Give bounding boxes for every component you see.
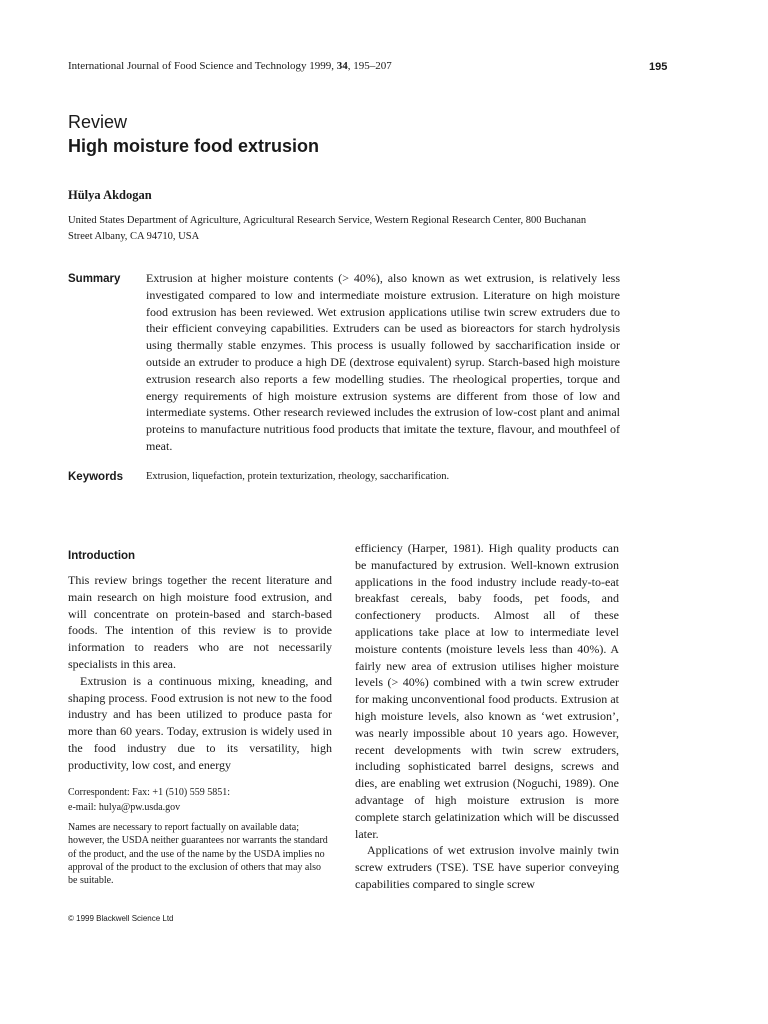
page-number: 195	[649, 61, 668, 73]
correspondence-note	[68, 786, 332, 815]
introduction-heading: Introduction	[68, 550, 136, 562]
correspondent-email: e-mail: hulya@pw.usda.gov	[68, 801, 181, 813]
keywords-text: Extrusion, liquefaction, protein texturization, rheology, saccharification.	[146, 471, 450, 482]
article-type: Review	[68, 112, 128, 132]
author-name: Hülya Akdogan	[68, 188, 152, 202]
author-affiliation: United States Department of Agriculture, Agricultural Research Service, Western Regional Research Center, 800 Buchanan Street Albany, CA 94710, USA	[68, 215, 587, 242]
correspondent-fax: Correspondent: Fax: +1 (510) 559 5851:	[68, 787, 231, 798]
summary-label: Summary	[68, 273, 121, 285]
right-column	[355, 540, 619, 893]
article-title: High moisture food extrusion	[68, 136, 320, 156]
summary-text: Extrusion at higher moisture contents (> 40%), also known as wet extrusion, is relatively less investigated compared to low and intermediate moisture extrusion. Literature on high moisture food extrusion has been reviewed. Wet extrusion applications utilise twin screw extruders due to their efficient conveying capabilities. Extruders can be used as bioreactors for starch hydrolysis using thermally stable enzymes. This process is usually followed by saccharification inside or outside an extruder to produce a high DE (dextrose equivalent) syrup. Starch-based high moisture extrusion research also reports a few modelling studies. The rheological properties, torque and energy requirements of high moisture extrusion systems are different from those of low and intermediate systems. Other research reviewed includes the extrusion of low-cost plant and animal proteins to manufacture nutritious food products that imitate the texture, flavour, and mouthfeel of meat.	[146, 271, 620, 453]
left-column	[68, 572, 332, 774]
journal-pages: , 195–207	[347, 60, 392, 72]
intro-paragraph-2: Extrusion is a continuous mixing, kneading, and shaping process. Food extrusion is not new to the food industry and has been utilized to produce pasta for more than 60 years. Today, extrusion is widely used in the food industry due to its versatility, high productivity, low cost, and energy	[68, 673, 332, 772]
intro-paragraph-3: efficiency (Harper, 1981). High quality products can be manufactured by extrusion. Well-known extrusion applications in the food industry include ready-to-eat breakfast cereals, baby foods, pet foods, and confectionery products. Almost all of these applications take place at low to intermediate level moisture contents (moisture levels less than 40%). A fairly new area of extrusion utilises higher moisture levels (> 40%) combined with a twin screw extruder for making unconventional food products. Extrusion at high moisture levels, also known as ‘wet extrusion’, was nearly impossible about 10 years ago. However, recent developments with twin screw extruders, including sophisticated barrel designs, screws and dies, are enabling wet extrusion (Noguchi, 1989). One advantage of high moisture extrusion is more complete starch gelatinization which will be discussed later.	[355, 541, 619, 841]
usda-disclaimer: Names are necessary to report factually on available data; however, the USDA neither guarantees nor warrants the standard of the product, and the use of the name by the USDA implies no approval of the product to the exclusion of others that may also be suitable.	[68, 822, 328, 887]
intro-paragraph-1: This review brings together the recent literature and main research on high moisture food extrusion, and will concentrate on protein-based and starch-based foods. The intention of this review is to provide information to readers who are not necessarily specialists in this area.	[68, 573, 332, 671]
journal-name: International Journal of Food Science and Technology 1999,	[68, 60, 337, 72]
journal-citation	[68, 60, 392, 72]
copyright-notice: © 1999 Blackwell Science Ltd	[68, 914, 174, 923]
keywords-label: Keywords	[68, 471, 123, 483]
journal-volume: 34	[336, 60, 348, 72]
intro-paragraph-4: Applications of wet extrusion involve mainly twin screw extruders (TSE). TSE have superior conveying capabilities compared to single screw	[355, 843, 619, 891]
